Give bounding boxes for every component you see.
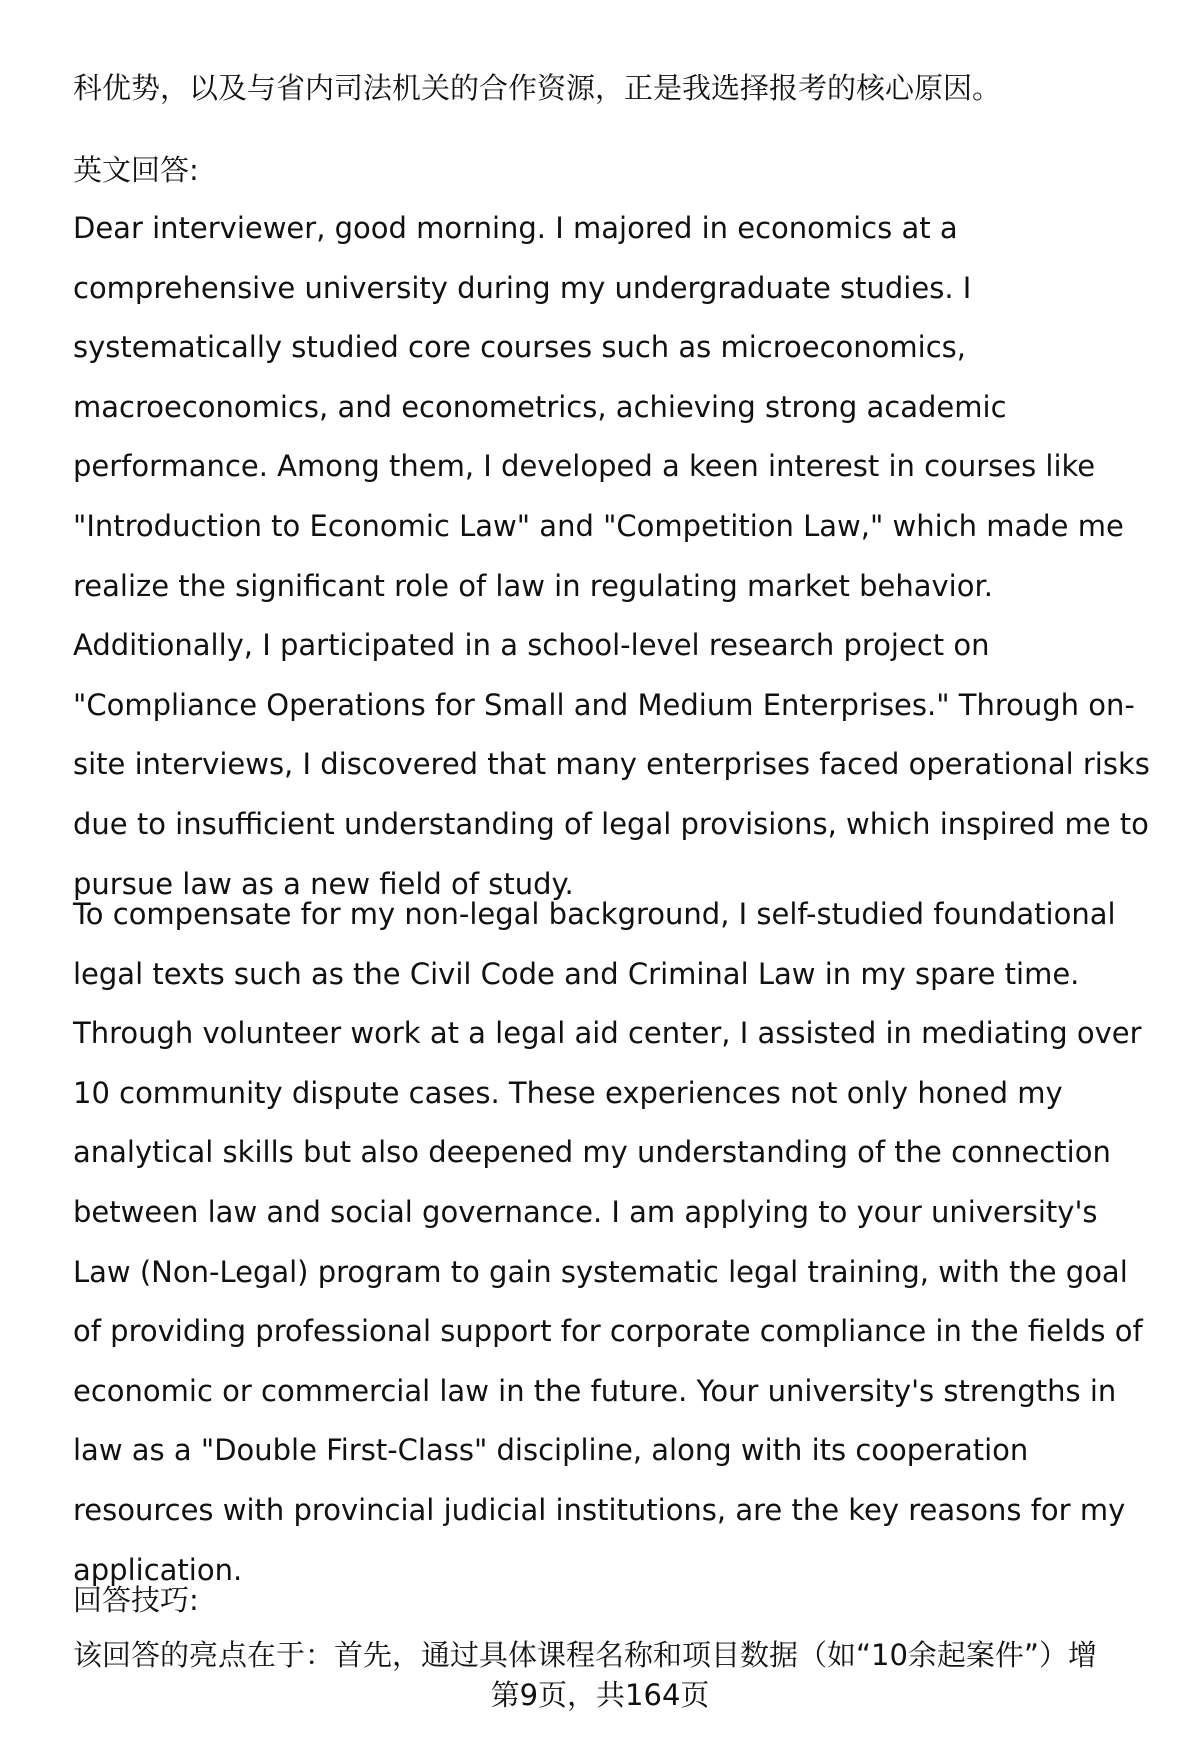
page-indicator: 第9页，共164页 — [490, 1678, 710, 1712]
english-answer-label: 英文回答: — [73, 153, 199, 187]
english-paragraph-1: Dear interviewer, good morning. I majored in economics at a comprehensive university during my undergraduate studies. I systematically studied core courses such as microeconomics, macroeconomics, and econometrics, achieving strong academic performance. Among them, I developed a keen interest in courses like "Introduction to Economic Law" and "Competition Law," which made me realize the significant role of law in regulating market behavior. Additionally, I participated in a school-level research project on "Compliance Operations for Small and Medium Enterprises." Through on-site interviews, I discovered that many enterprises faced operational risks due to insufficient understanding of legal provisions, which inspired me to pursue law as a new field of study. — [73, 211, 1150, 901]
tips-label: 回答技巧: — [73, 1583, 199, 1617]
intro-line: 科优势，以及与省内司法机关的合作资源，正是我选择报考的核心原因。 — [73, 71, 1002, 105]
english-paragraph-2: To compensate for my non-legal background, I self-studied foundational legal texts such as the Civil Code and Criminal Law in my spare time. Through volunteer work at a legal aid center, I assisted in mediating over 10 community dispute cases. These experiences not only honed my analytical skills but also deepened my understanding of the connection between law and social governance. I am applying to your university's Law (Non-Legal) program to gain systematic legal training, with the goal of providing professional support for corporate compliance in the fields of economic or commercial law in the future. Your university's strengths in law as a "Double First-Class" discipline, along with its cooperation resources with provincial judicial institutions, are the key reasons for my application. — [73, 897, 1143, 1587]
tips-text: 该回答的亮点在于：首先，通过具体课程名称和项目数据（如“10余起案件”）增 — [73, 1638, 1097, 1672]
